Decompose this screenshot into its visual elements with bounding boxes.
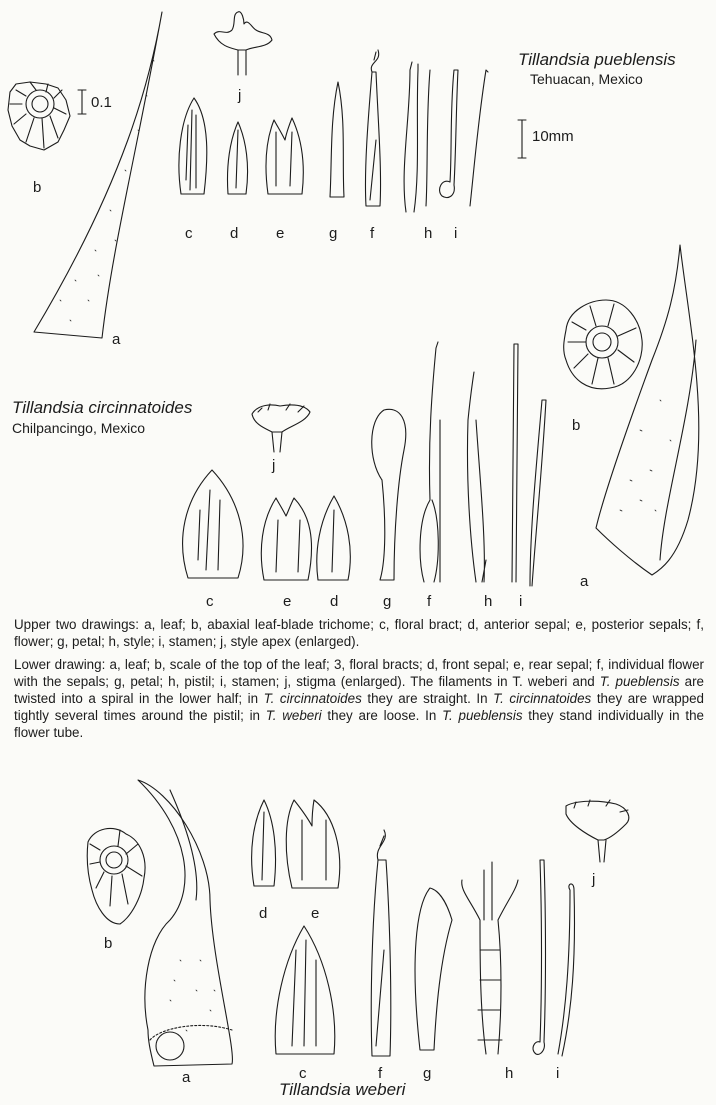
circinnatoides-flower — [420, 342, 440, 582]
caption-lower-text-7: they are wrapped tightly several times around the pistil; in — [14, 691, 705, 723]
weberi-label-j: j — [592, 871, 596, 888]
weberi-drawings — [87, 780, 629, 1066]
pueblensis-floral-bract — [179, 98, 207, 194]
pueblensis-style — [404, 62, 430, 212]
scale-label-large: 10mm — [532, 128, 574, 145]
circinnatoides-label-i: i — [519, 593, 523, 610]
circinnatoides-stigma — [252, 404, 310, 452]
circinnatoides-label-j: j — [272, 457, 276, 474]
circinnatoides-leaf — [596, 245, 699, 575]
weberi-label-h: h — [505, 1065, 514, 1082]
circinnatoides-label-e: e — [283, 593, 292, 610]
weberi-label-e: e — [311, 905, 320, 922]
weberi-flower — [371, 830, 391, 1056]
pueblensis-label-g: g — [329, 225, 338, 242]
circinnatoides-label-f: f — [427, 593, 432, 610]
pueblensis-label-d: d — [230, 225, 239, 242]
pueblensis-label-b: b — [33, 179, 42, 196]
weberi-rear-sepal — [286, 800, 340, 888]
circinnatoides-label-b: b — [572, 417, 581, 434]
circinnatoides-scale — [564, 300, 643, 389]
weberi-petal — [415, 888, 452, 1050]
weberi-label-f: f — [378, 1065, 383, 1082]
circinnatoides-location: Chilpancingo, Mexico — [12, 420, 146, 436]
circinnatoides-label-h: h — [484, 593, 493, 610]
circinnatoides-label-a: a — [580, 573, 589, 590]
pueblensis-style-apex — [214, 12, 272, 75]
scale-label-small: 0.1 — [91, 94, 112, 111]
circinnatoides-label-d: d — [330, 593, 339, 610]
pueblensis-label-h: h — [424, 225, 433, 242]
weberi-leaf-scale — [87, 828, 145, 924]
pueblensis-stamens — [440, 70, 488, 206]
circinnatoides-petal — [372, 409, 406, 580]
circinnatoides-pistil — [467, 372, 486, 582]
circinnatoides-front-sepal — [317, 496, 351, 580]
weberi-label-g: g — [423, 1065, 432, 1082]
caption-species-circinnatoides-2: T. circinnatoides — [493, 691, 592, 706]
weberi-label-d: d — [259, 905, 268, 922]
pueblensis-drawings — [8, 12, 526, 338]
scale-bar-large — [518, 120, 526, 158]
pueblensis-flower — [365, 50, 380, 206]
caption-species-pueblensis-2: T. pueblensis — [442, 708, 523, 723]
circinnatoides-label-g: g — [383, 593, 392, 610]
pueblensis-label-i: i — [454, 225, 458, 242]
circinnatoides-stamens — [512, 344, 546, 586]
circinnatoides-title: Tillandsia circinnatoides — [12, 398, 193, 417]
pueblensis-anterior-sepal — [227, 122, 247, 194]
weberi-label-b: b — [104, 935, 113, 952]
caption-lower-text-11: they stand individually in the flower tube. — [14, 708, 704, 740]
scale-bar-small — [78, 90, 86, 114]
figure-caption-lower — [14, 656, 704, 741]
weberi-label-c: c — [299, 1065, 307, 1082]
figure-caption-upper: Upper two drawings: a, leaf; b, abaxial leaf-blade trichome; c, floral bract; d, anterior sepal; e, posterior sepals; f, flower; g, petal; h, style; i, stamen; j, style apex (enlarged). — [14, 617, 704, 649]
caption-species-pueblensis: T. pueblensis — [599, 674, 680, 689]
circinnatoides-label-c: c — [206, 593, 214, 610]
circinnatoides-rear-sepal — [261, 498, 311, 580]
weberi-pistil — [462, 862, 518, 1054]
weberi-label-a: a — [182, 1069, 191, 1086]
caption-species-circinnatoides: T. circinnatoides — [263, 691, 362, 706]
circinnatoides-floral-bract — [183, 470, 243, 578]
weberi-stamens — [533, 860, 574, 1056]
pueblensis-title: Tillandsia pueblensis — [518, 50, 676, 69]
weberi-stigma — [566, 800, 629, 862]
pueblensis-leaf — [34, 12, 162, 338]
pueblensis-trichome — [8, 82, 70, 150]
pueblensis-label-e: e — [276, 225, 285, 242]
weberi-front-sepal — [252, 800, 276, 886]
pueblensis-label-f: f — [370, 225, 375, 242]
weberi-title: Tillandsia weberi — [279, 1080, 406, 1099]
pueblensis-petal — [330, 82, 344, 197]
pueblensis-label-a: a — [112, 331, 121, 348]
circinnatoides-drawings — [183, 245, 699, 586]
caption-lower-text-3: are twisted into a spiral in the lower half; in — [14, 674, 704, 706]
caption-lower-text-1: Lower drawing: a, leaf; b, scale of the top of the leaf; 3, floral bracts; d, front sepal; e, rear sepal; f, individual flower with the sepals; g, petal; h, pistil; i, stamen; j, stigma (enlarged). The filaments in T. weberi and — [14, 657, 704, 689]
weberi-label-i: i — [556, 1065, 560, 1082]
pueblensis-location: Tehuacan, Mexico — [530, 71, 643, 87]
pueblensis-label-j: j — [238, 87, 242, 104]
weberi-floral-bract — [275, 926, 335, 1054]
weberi-leaf-sheath-scar — [156, 1032, 184, 1060]
pueblensis-posterior-sepals — [266, 118, 303, 194]
weberi-leaf — [138, 780, 232, 1066]
caption-lower-text-5: they are straight. In — [361, 691, 494, 706]
caption-species-weberi: T. weberi — [265, 708, 322, 723]
caption-lower-text-9: they are loose. In — [321, 708, 443, 723]
pueblensis-label-c: c — [185, 225, 193, 242]
